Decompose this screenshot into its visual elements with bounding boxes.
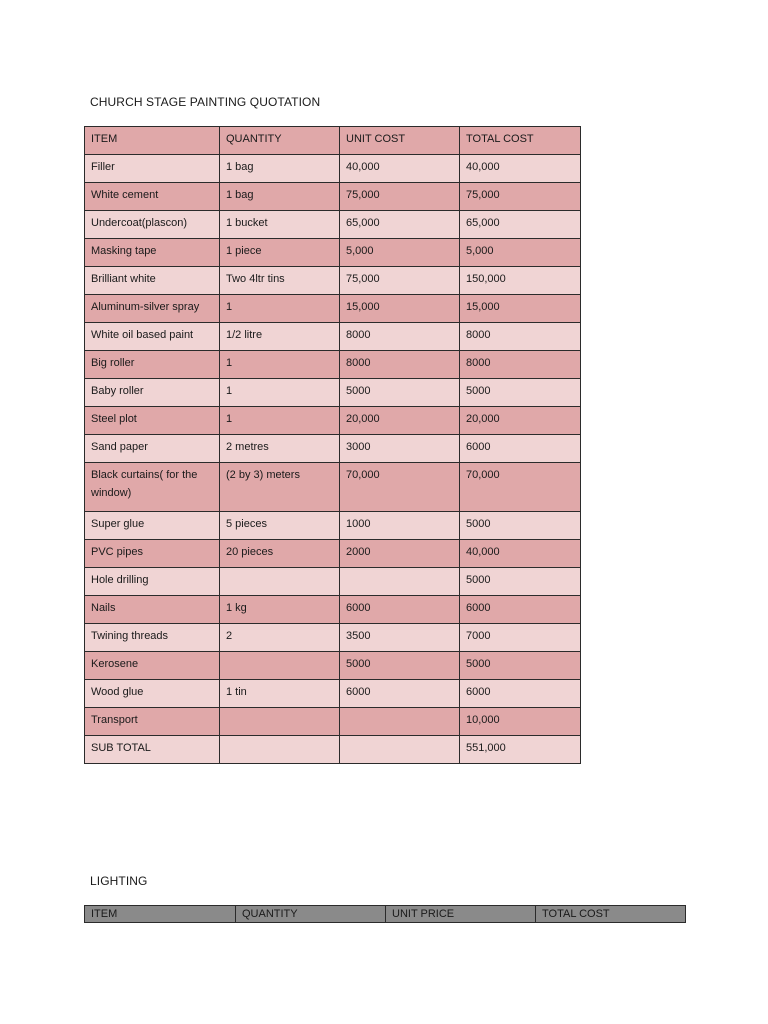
cell-quantity: 1 piece [220, 239, 340, 267]
table-row [85, 295, 581, 323]
cell-item: Brilliant white [85, 267, 220, 295]
table-row [85, 183, 581, 211]
cell-unit-cost: 6000 [340, 680, 460, 708]
cell-quantity: 1 bucket [220, 211, 340, 239]
cell-total-cost: 40,000 [460, 540, 581, 568]
lighting-title: LIGHTING [90, 874, 148, 888]
cell-item: Masking tape [85, 239, 220, 267]
cell-total-cost: 65,000 [460, 211, 581, 239]
cell-quantity: 1 tin [220, 680, 340, 708]
cell-total-cost: 7000 [460, 624, 581, 652]
cell-quantity [220, 708, 340, 736]
cell-quantity: 1 [220, 407, 340, 435]
painting-quotation-title: CHURCH STAGE PAINTING QUOTATION [90, 95, 321, 109]
cell-unit-cost: UNIT COST [340, 127, 460, 155]
cell-unit-cost [340, 708, 460, 736]
table-row [85, 351, 581, 379]
cell-total-cost: 5,000 [460, 239, 581, 267]
cell-item: Wood glue [85, 680, 220, 708]
cell-unit-cost: 1000 [340, 512, 460, 540]
table-row [85, 155, 581, 183]
cell-quantity: 1 [220, 379, 340, 407]
cell-total-cost: 20,000 [460, 407, 581, 435]
table-row [85, 596, 581, 624]
cell-total-cost: 70,000 [460, 463, 581, 512]
cell-total-cost: 5000 [460, 652, 581, 680]
cell-unit-cost: 5000 [340, 652, 460, 680]
table-row [85, 267, 581, 295]
cell-item: Aluminum-silver spray [85, 295, 220, 323]
cell-quantity [220, 736, 340, 764]
cell-unit-cost: 6000 [340, 596, 460, 624]
cell-item: White oil based paint [85, 323, 220, 351]
header-row [85, 127, 581, 155]
cell-total-cost: 5000 [460, 379, 581, 407]
cell-quantity: 1 [220, 295, 340, 323]
cell-unit-cost: 65,000 [340, 211, 460, 239]
cell-quantity: 1/2 litre [220, 323, 340, 351]
table-row [85, 435, 581, 463]
table-row [85, 708, 581, 736]
cell-quantity: 20 pieces [220, 540, 340, 568]
table-row [85, 652, 581, 680]
cell-quantity: QUANTITY [220, 127, 340, 155]
cell-total-cost: 6000 [460, 680, 581, 708]
cell-unit-cost: 2000 [340, 540, 460, 568]
cell-total-cost: 551,000 [460, 736, 581, 764]
cell-unit-cost: 8000 [340, 351, 460, 379]
table-row [85, 211, 581, 239]
lighting-header-row [85, 906, 686, 923]
table-row [85, 323, 581, 351]
cell-quantity [220, 568, 340, 596]
cell-unit-cost: 8000 [340, 323, 460, 351]
table-row [85, 736, 581, 764]
cell-total-cost: 15,000 [460, 295, 581, 323]
cell-unit-cost: 15,000 [340, 295, 460, 323]
cell-item: Nails [85, 596, 220, 624]
cell-unit-cost: 5000 [340, 379, 460, 407]
cell-quantity: 2 [220, 624, 340, 652]
lighting-table [84, 905, 686, 923]
cell-item: PVC pipes [85, 540, 220, 568]
painting-quotation-table [84, 126, 581, 764]
cell-total-cost: 6000 [460, 435, 581, 463]
cell-item: Transport [85, 708, 220, 736]
cell-unit-cost: 75,000 [340, 183, 460, 211]
cell-unit-cost: 70,000 [340, 463, 460, 512]
cell-item: Kerosene [85, 652, 220, 680]
cell-item: Hole drilling [85, 568, 220, 596]
cell-unit-cost: 75,000 [340, 267, 460, 295]
cell-unit-cost [340, 568, 460, 596]
table-row [85, 463, 581, 512]
cell-total-cost: 6000 [460, 596, 581, 624]
table-row [85, 540, 581, 568]
cell-unit-cost: 40,000 [340, 155, 460, 183]
cell-total-cost: 75,000 [460, 183, 581, 211]
table-row [85, 407, 581, 435]
cell-total-cost: 5000 [460, 512, 581, 540]
cell-item: Sand paper [85, 435, 220, 463]
cell-item: ITEM [85, 127, 220, 155]
cell-total-cost: TOTAL COST [460, 127, 581, 155]
cell-quantity: Two 4ltr tins [220, 267, 340, 295]
cell-quantity: 1 [220, 351, 340, 379]
cell-quantity: 2 metres [220, 435, 340, 463]
cell-quantity: 1 bag [220, 183, 340, 211]
cell-unit-cost: 20,000 [340, 407, 460, 435]
cell-unit-cost [340, 736, 460, 764]
cell-item: Black curtains( for the window) [85, 463, 220, 512]
cell-item: Baby roller [85, 379, 220, 407]
header-cell-total-cost: TOTAL COST [536, 906, 686, 923]
cell-item: Big roller [85, 351, 220, 379]
cell-total-cost: 8000 [460, 351, 581, 379]
table-row [85, 680, 581, 708]
cell-item: SUB TOTAL [85, 736, 220, 764]
table-row [85, 568, 581, 596]
cell-unit-cost: 3500 [340, 624, 460, 652]
cell-item: Steel plot [85, 407, 220, 435]
cell-total-cost: 40,000 [460, 155, 581, 183]
cell-item: Super glue [85, 512, 220, 540]
cell-item: White cement [85, 183, 220, 211]
cell-item: Undercoat(plascon) [85, 211, 220, 239]
table-row [85, 239, 581, 267]
table-row [85, 624, 581, 652]
cell-total-cost: 8000 [460, 323, 581, 351]
header-cell-quantity: QUANTITY [236, 906, 386, 923]
table-row [85, 512, 581, 540]
cell-total-cost: 150,000 [460, 267, 581, 295]
header-cell-item: ITEM [85, 906, 236, 923]
cell-quantity: 1 bag [220, 155, 340, 183]
table-row [85, 379, 581, 407]
cell-total-cost: 5000 [460, 568, 581, 596]
cell-quantity: 5 pieces [220, 512, 340, 540]
cell-total-cost: 10,000 [460, 708, 581, 736]
cell-quantity: (2 by 3) meters [220, 463, 340, 512]
cell-quantity [220, 652, 340, 680]
cell-quantity: 1 kg [220, 596, 340, 624]
cell-item: Filler [85, 155, 220, 183]
cell-item: Twining threads [85, 624, 220, 652]
cell-unit-cost: 5,000 [340, 239, 460, 267]
header-cell-unit-price: UNIT PRICE [386, 906, 536, 923]
cell-unit-cost: 3000 [340, 435, 460, 463]
